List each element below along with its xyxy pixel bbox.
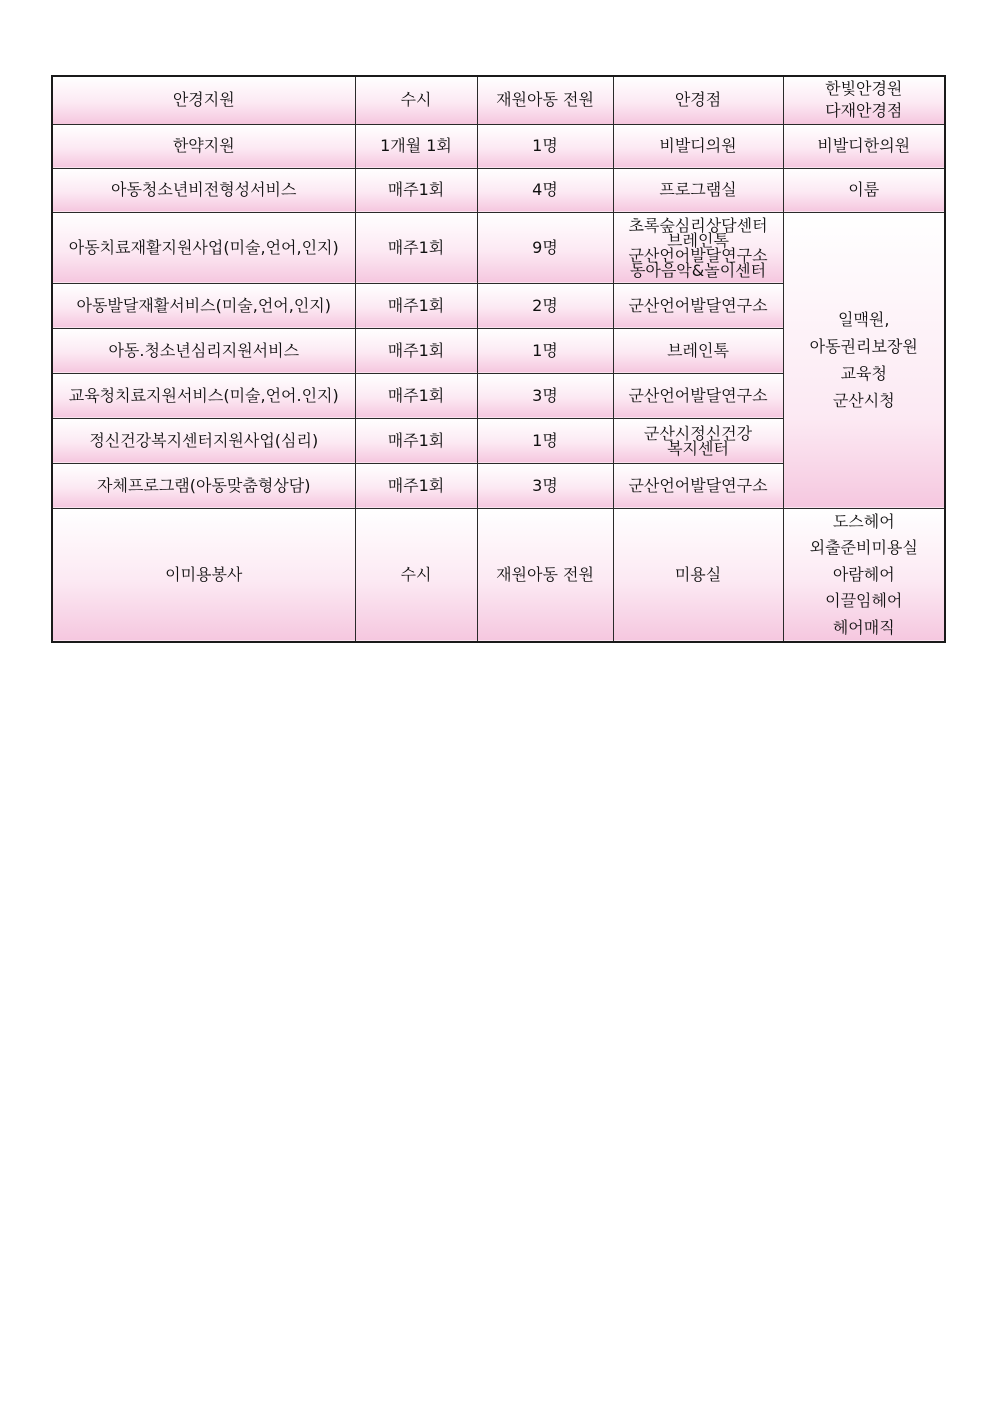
table-row — [52, 124, 945, 168]
frequency-cell: 수시 — [355, 76, 477, 124]
target-cell: 4명 — [477, 168, 613, 212]
partner-line: 헤어매직 — [832, 617, 895, 637]
partner-line: 이끌임헤어 — [825, 591, 903, 610]
table-row — [52, 508, 945, 642]
partner-line: 이룸 — [848, 180, 880, 199]
program-cell: 안경지원 — [52, 76, 355, 124]
program-cell: 아동발달재활서비스(미술,언어,인지) — [52, 283, 355, 328]
location-line: 군산언어발달연구소 — [628, 475, 768, 495]
frequency-cell: 매주1회 — [355, 283, 477, 328]
location-cell — [613, 212, 783, 283]
target-cell: 3명 — [477, 463, 613, 508]
partner-cell — [783, 508, 945, 642]
partner-cell — [783, 168, 945, 212]
location-line: 군산언어발달연구소 — [628, 385, 768, 405]
location-cell — [613, 463, 783, 508]
table-row — [52, 76, 945, 124]
program-cell: 아동청소년비전형성서비스 — [52, 168, 355, 212]
target-cell: 2명 — [477, 283, 613, 328]
location-line: 초록숲심리상담센터 — [628, 215, 768, 235]
partner-line: 아람헤어 — [832, 564, 895, 584]
support-services-table — [51, 75, 946, 643]
program-cell: 아동.청소년심리지원서비스 — [52, 328, 355, 373]
target-cell: 재원아동 전원 — [477, 76, 613, 124]
location-cell — [613, 373, 783, 418]
location-line: 군산시정신건강 — [643, 423, 753, 443]
location-line: 동아음악&놀이센터 — [629, 260, 767, 280]
location-line: 군산언어발달연구소 — [628, 245, 768, 265]
frequency-cell: 1개월 1회 — [355, 124, 477, 168]
target-cell: 3명 — [477, 373, 613, 418]
partner-line: 비발디한의원 — [817, 136, 911, 155]
location-cell — [613, 283, 783, 328]
frequency-cell: 매주1회 — [355, 328, 477, 373]
target-cell: 1명 — [477, 328, 613, 373]
program-cell: 이미용봉사 — [52, 508, 355, 642]
target-cell: 재원아동 전원 — [477, 508, 613, 642]
frequency-cell: 매주1회 — [355, 168, 477, 212]
partner-line: 도스헤어 — [832, 511, 895, 531]
target-cell: 9명 — [477, 212, 613, 283]
partner-line: 군산시청 — [832, 391, 895, 410]
location-cell: 프로그램실 — [613, 168, 783, 212]
frequency-cell: 매주1회 — [355, 463, 477, 508]
location-cell — [613, 418, 783, 463]
frequency-cell: 수시 — [355, 508, 477, 642]
partner-cell — [783, 124, 945, 168]
partner-line: 다재안경점 — [825, 101, 903, 121]
table-row — [52, 212, 945, 283]
location-line: 복지센터 — [667, 438, 729, 458]
location-line: 군산언어발달연구소 — [628, 295, 768, 315]
frequency-cell: 매주1회 — [355, 418, 477, 463]
location-cell — [613, 328, 783, 373]
program-cell: 정신건강복지센터지원사업(심리) — [52, 418, 355, 463]
program-cell: 한약지원 — [52, 124, 355, 168]
table-row — [52, 168, 945, 212]
frequency-cell: 매주1회 — [355, 373, 477, 418]
program-cell: 자체프로그램(아동맞춤형상담) — [52, 463, 355, 508]
partner-line: 외출준비미용실 — [809, 538, 918, 557]
location-cell: 비발디의원 — [613, 124, 783, 168]
location-line: 브레인톡 — [667, 230, 729, 250]
partner-line: 아동권리보장원 — [809, 337, 918, 356]
frequency-cell: 매주1회 — [355, 212, 477, 283]
partner-cell — [783, 76, 945, 124]
target-cell: 1명 — [477, 124, 613, 168]
location-line: 브레인톡 — [667, 340, 729, 360]
location-cell: 미용실 — [613, 508, 783, 642]
shared-partner-cell — [783, 212, 945, 508]
partner-line: 일맥원, — [838, 310, 890, 329]
target-cell: 1명 — [477, 418, 613, 463]
program-cell: 교육청치료지원서비스(미술,언어.인지) — [52, 373, 355, 418]
support-services-sheet — [51, 75, 944, 643]
partner-line: 한빛안경원 — [825, 79, 903, 99]
partner-line: 교육청 — [840, 364, 887, 383]
program-cell: 아동치료재활지원사업(미술,언어,인지) — [52, 212, 355, 283]
location-cell: 안경점 — [613, 76, 783, 124]
